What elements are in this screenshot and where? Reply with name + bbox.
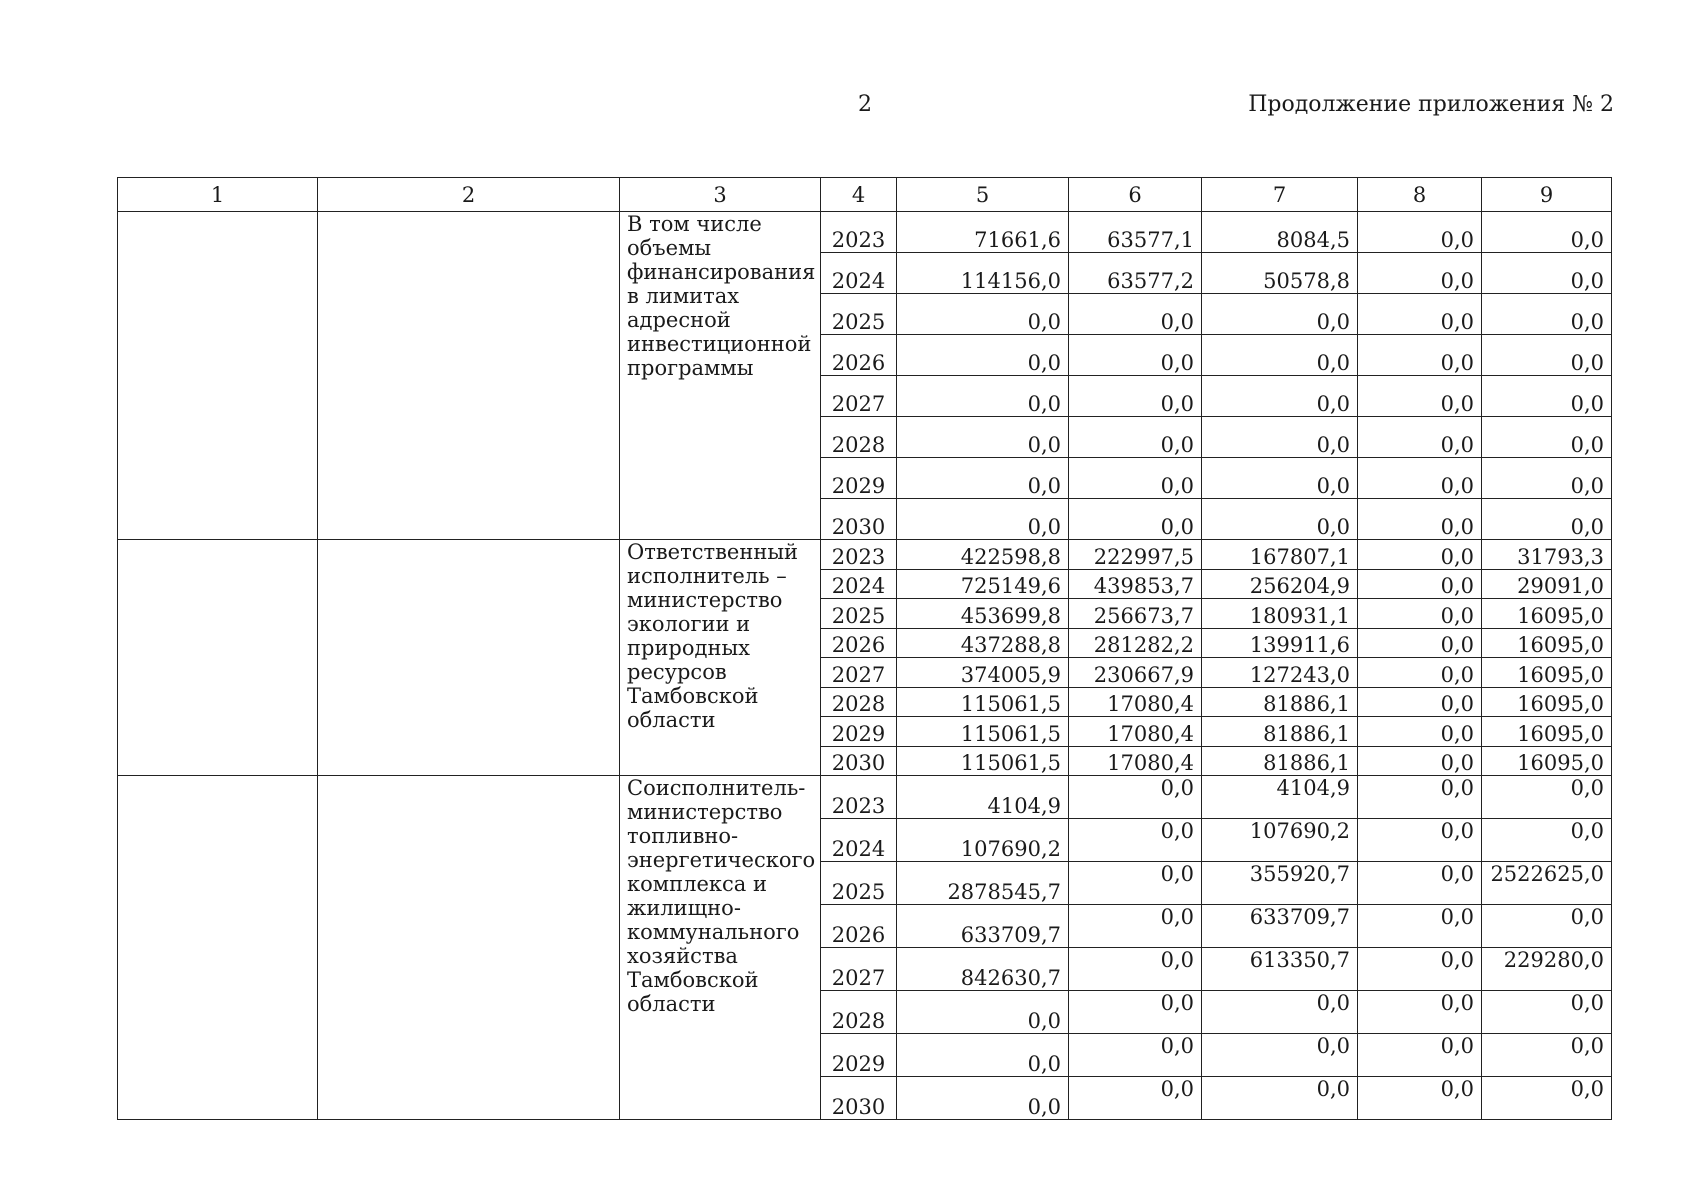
value-cell: 0,0 <box>1482 212 1612 253</box>
value-cell: 114156,0 <box>897 253 1069 294</box>
value-cell: 0,0 <box>1358 540 1482 570</box>
year-cell: 2029 <box>821 458 897 499</box>
value-cell: 0,0 <box>1069 991 1202 1034</box>
table-row <box>118 212 1612 253</box>
value-cell: 127243,0 <box>1202 658 1358 688</box>
value-cell: 0,0 <box>1482 335 1612 376</box>
year-cell: 2028 <box>821 417 897 458</box>
value-cell: 31793,3 <box>1482 540 1612 570</box>
value-cell: 0,0 <box>897 376 1069 417</box>
year-cell: 2026 <box>821 335 897 376</box>
year-cell: 2027 <box>821 948 897 991</box>
group-description: Соисполнитель-министерство топливно-энергетического комплекса и жилищно-коммунального хозяйства Тамбовской области <box>620 776 821 1120</box>
year-cell: 2028 <box>821 991 897 1034</box>
group-description: Ответственный исполнитель – министерство экологии и природных ресурсов Тамбовской области <box>620 540 821 776</box>
value-cell: 17080,4 <box>1069 717 1202 747</box>
value-cell: 0,0 <box>1482 905 1612 948</box>
value-cell: 222997,5 <box>1069 540 1202 570</box>
value-cell: 0,0 <box>1358 658 1482 688</box>
value-cell: 0,0 <box>1358 819 1482 862</box>
value-cell: 0,0 <box>1069 905 1202 948</box>
value-cell: 0,0 <box>1202 458 1358 499</box>
value-cell: 0,0 <box>1202 417 1358 458</box>
value-cell: 0,0 <box>1069 376 1202 417</box>
value-cell: 0,0 <box>897 1077 1069 1120</box>
value-cell: 0,0 <box>1482 1034 1612 1077</box>
value-cell: 0,0 <box>897 417 1069 458</box>
year-cell: 2023 <box>821 212 897 253</box>
value-cell: 0,0 <box>897 1034 1069 1077</box>
value-cell: 0,0 <box>1482 458 1612 499</box>
value-cell: 4104,9 <box>1202 776 1358 819</box>
page-number: 2 <box>858 92 872 117</box>
value-cell: 0,0 <box>1482 776 1612 819</box>
value-cell: 0,0 <box>1069 458 1202 499</box>
value-cell: 29091,0 <box>1482 569 1612 599</box>
year-cell: 2026 <box>821 628 897 658</box>
column-2-cell <box>318 212 620 540</box>
year-cell: 2025 <box>821 294 897 335</box>
value-cell: 115061,5 <box>897 717 1069 747</box>
column-1-cell <box>118 776 318 1120</box>
year-cell: 2029 <box>821 1034 897 1077</box>
value-cell: 0,0 <box>1069 335 1202 376</box>
year-cell: 2023 <box>821 540 897 570</box>
value-cell: 0,0 <box>1482 417 1612 458</box>
value-cell: 81886,1 <box>1202 746 1358 776</box>
value-cell: 16095,0 <box>1482 599 1612 629</box>
value-cell: 115061,5 <box>897 687 1069 717</box>
value-cell: 0,0 <box>1202 294 1358 335</box>
value-cell: 0,0 <box>1358 687 1482 717</box>
year-cell: 2027 <box>821 376 897 417</box>
value-cell: 16095,0 <box>1482 717 1612 747</box>
year-cell: 2030 <box>821 746 897 776</box>
column-2-cell <box>318 540 620 776</box>
column-header: 6 <box>1069 178 1202 212</box>
value-cell: 0,0 <box>1069 862 1202 905</box>
value-cell: 0,0 <box>1358 253 1482 294</box>
group-description: В том числе объемы финансирования в лимитах адресной инвестиционной программы <box>620 212 821 540</box>
value-cell: 0,0 <box>1482 991 1612 1034</box>
value-cell: 0,0 <box>1482 253 1612 294</box>
value-cell: 17080,4 <box>1069 746 1202 776</box>
value-cell: 16095,0 <box>1482 746 1612 776</box>
year-cell: 2030 <box>821 499 897 540</box>
value-cell: 0,0 <box>1358 628 1482 658</box>
value-cell: 0,0 <box>1358 499 1482 540</box>
value-cell: 0,0 <box>1358 376 1482 417</box>
value-cell: 107690,2 <box>1202 819 1358 862</box>
value-cell: 71661,6 <box>897 212 1069 253</box>
column-header: 5 <box>897 178 1069 212</box>
value-cell: 16095,0 <box>1482 658 1612 688</box>
value-cell: 63577,2 <box>1069 253 1202 294</box>
table-row <box>118 540 1612 570</box>
value-cell: 2878545,7 <box>897 862 1069 905</box>
year-cell: 2029 <box>821 717 897 747</box>
value-cell: 0,0 <box>1358 417 1482 458</box>
value-cell: 256673,7 <box>1069 599 1202 629</box>
value-cell: 0,0 <box>1358 335 1482 376</box>
value-cell: 229280,0 <box>1482 948 1612 991</box>
value-cell: 0,0 <box>1358 717 1482 747</box>
value-cell: 281282,2 <box>1069 628 1202 658</box>
value-cell: 17080,4 <box>1069 687 1202 717</box>
value-cell: 439853,7 <box>1069 569 1202 599</box>
value-cell: 0,0 <box>1358 294 1482 335</box>
value-cell: 0,0 <box>1358 599 1482 629</box>
value-cell: 0,0 <box>1482 819 1612 862</box>
value-cell: 453699,8 <box>897 599 1069 629</box>
value-cell: 355920,7 <box>1202 862 1358 905</box>
value-cell: 0,0 <box>1202 1077 1358 1120</box>
value-cell: 0,0 <box>1482 499 1612 540</box>
value-cell: 8084,5 <box>1202 212 1358 253</box>
column-header: 2 <box>318 178 620 212</box>
value-cell: 0,0 <box>897 458 1069 499</box>
value-cell: 725149,6 <box>897 569 1069 599</box>
value-cell: 842630,7 <box>897 948 1069 991</box>
value-cell: 0,0 <box>1069 1077 1202 1120</box>
value-cell: 613350,7 <box>1202 948 1358 991</box>
value-cell: 0,0 <box>1358 948 1482 991</box>
value-cell: 0,0 <box>1069 499 1202 540</box>
value-cell: 230667,9 <box>1069 658 1202 688</box>
financing-table <box>117 177 1612 1120</box>
value-cell: 0,0 <box>1358 569 1482 599</box>
header-row <box>118 178 1612 212</box>
year-cell: 2028 <box>821 687 897 717</box>
value-cell: 0,0 <box>1069 1034 1202 1077</box>
value-cell: 180931,1 <box>1202 599 1358 629</box>
value-cell: 0,0 <box>1358 1077 1482 1120</box>
value-cell: 4104,9 <box>897 776 1069 819</box>
value-cell: 167807,1 <box>1202 540 1358 570</box>
year-cell: 2027 <box>821 658 897 688</box>
value-cell: 0,0 <box>1202 1034 1358 1077</box>
column-1-cell <box>118 540 318 776</box>
value-cell: 0,0 <box>1202 335 1358 376</box>
value-cell: 374005,9 <box>897 658 1069 688</box>
value-cell: 107690,2 <box>897 819 1069 862</box>
value-cell: 0,0 <box>1069 819 1202 862</box>
value-cell: 0,0 <box>1358 862 1482 905</box>
value-cell: 0,0 <box>1358 905 1482 948</box>
value-cell: 0,0 <box>1358 746 1482 776</box>
value-cell: 0,0 <box>1358 991 1482 1034</box>
value-cell: 2522625,0 <box>1482 862 1612 905</box>
value-cell: 0,0 <box>1358 1034 1482 1077</box>
value-cell: 0,0 <box>1069 294 1202 335</box>
column-header: 9 <box>1482 178 1612 212</box>
value-cell: 0,0 <box>897 335 1069 376</box>
value-cell: 0,0 <box>1069 776 1202 819</box>
value-cell: 0,0 <box>1069 417 1202 458</box>
year-cell: 2023 <box>821 776 897 819</box>
column-header: 1 <box>118 178 318 212</box>
year-cell: 2030 <box>821 1077 897 1120</box>
year-cell: 2026 <box>821 905 897 948</box>
column-header: 4 <box>821 178 897 212</box>
value-cell: 0,0 <box>1358 776 1482 819</box>
value-cell: 633709,7 <box>897 905 1069 948</box>
year-cell: 2024 <box>821 569 897 599</box>
column-2-cell <box>318 776 620 1120</box>
value-cell: 437288,8 <box>897 628 1069 658</box>
value-cell: 422598,8 <box>897 540 1069 570</box>
column-header: 3 <box>620 178 821 212</box>
value-cell: 81886,1 <box>1202 687 1358 717</box>
year-cell: 2024 <box>821 253 897 294</box>
value-cell: 50578,8 <box>1202 253 1358 294</box>
value-cell: 0,0 <box>1202 499 1358 540</box>
value-cell: 0,0 <box>897 991 1069 1034</box>
value-cell: 0,0 <box>1482 294 1612 335</box>
value-cell: 139911,6 <box>1202 628 1358 658</box>
value-cell: 115061,5 <box>897 746 1069 776</box>
value-cell: 0,0 <box>1482 1077 1612 1120</box>
column-header: 8 <box>1358 178 1482 212</box>
value-cell: 0,0 <box>897 294 1069 335</box>
value-cell: 633709,7 <box>1202 905 1358 948</box>
year-cell: 2025 <box>821 862 897 905</box>
value-cell: 0,0 <box>1202 991 1358 1034</box>
value-cell: 0,0 <box>1358 212 1482 253</box>
value-cell: 81886,1 <box>1202 717 1358 747</box>
value-cell: 0,0 <box>1358 458 1482 499</box>
value-cell: 0,0 <box>1202 376 1358 417</box>
column-1-cell <box>118 212 318 540</box>
value-cell: 0,0 <box>1069 948 1202 991</box>
value-cell: 0,0 <box>1482 376 1612 417</box>
value-cell: 63577,1 <box>1069 212 1202 253</box>
value-cell: 0,0 <box>897 499 1069 540</box>
year-cell: 2024 <box>821 819 897 862</box>
value-cell: 256204,9 <box>1202 569 1358 599</box>
appendix-continuation-label: Продолжение приложения № 2 <box>1248 92 1614 117</box>
value-cell: 16095,0 <box>1482 628 1612 658</box>
value-cell: 16095,0 <box>1482 687 1612 717</box>
column-header: 7 <box>1202 178 1358 212</box>
year-cell: 2025 <box>821 599 897 629</box>
table-row <box>118 776 1612 819</box>
